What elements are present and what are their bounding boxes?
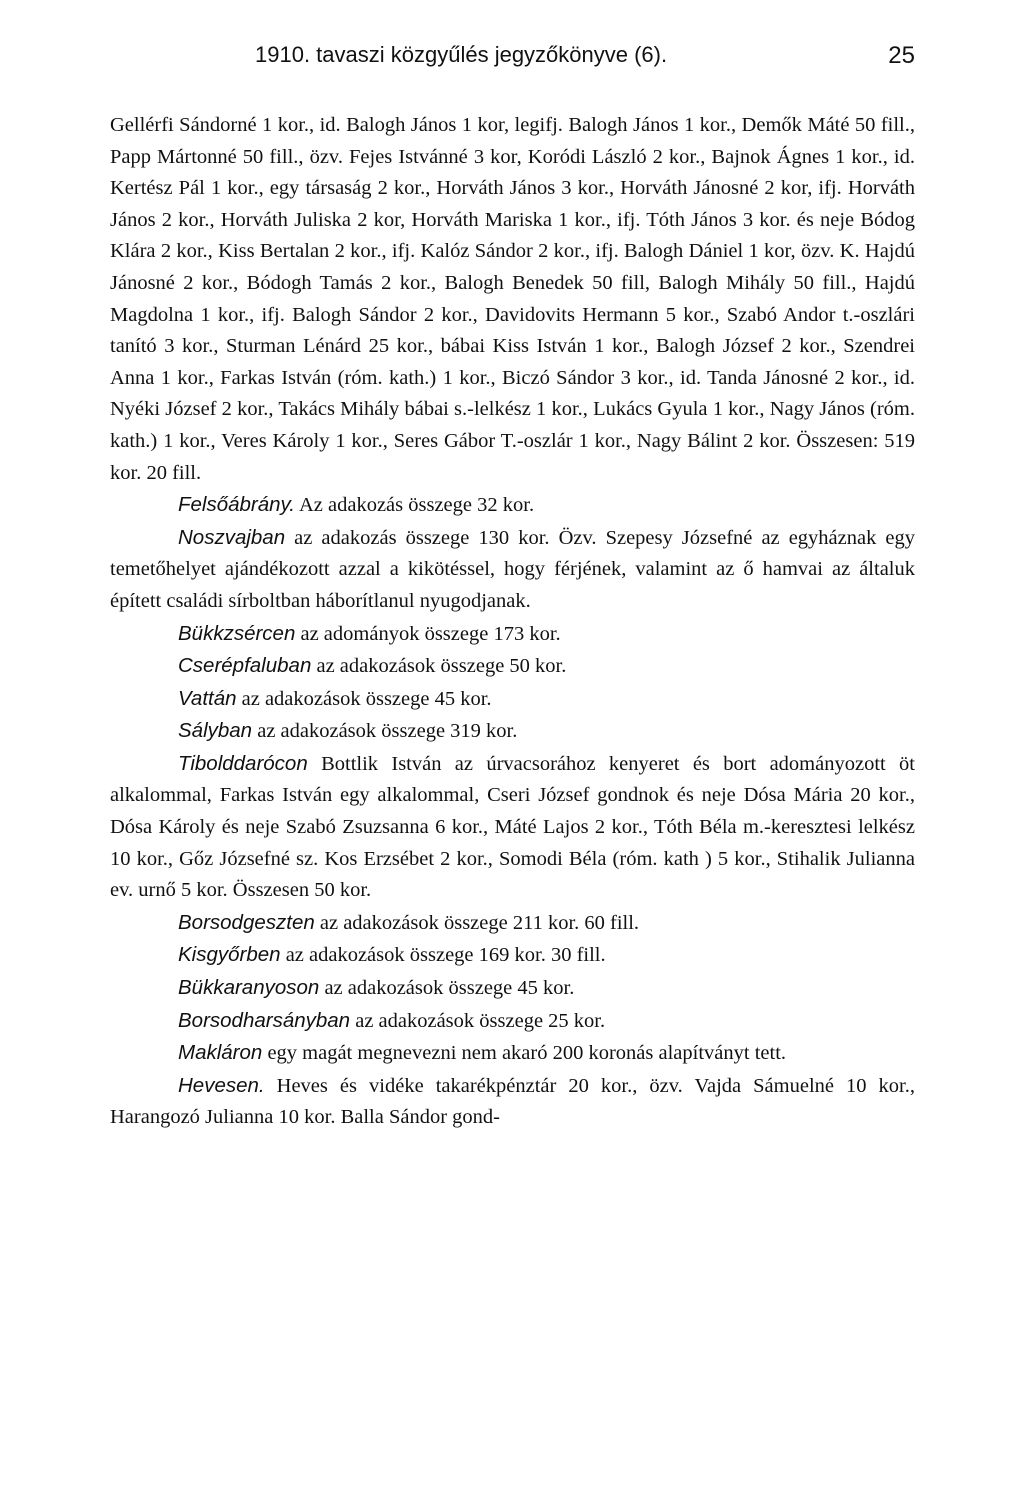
- place-name: Noszvajban: [178, 525, 286, 549]
- paragraph-borsodgeszt: [110, 907, 915, 940]
- place-name: Makláron: [178, 1041, 263, 1065]
- paragraph-text: az adakozás összege 130 kor. Özv. Szepesy Józsefné az egyháznak egy temetőhelyet ajándékozott azzal a kikötéssel, hogy férjének, valamint az ő hamvai az általuk épített családi sírboltban háborítlanul nyugodjanak.: [110, 526, 915, 612]
- paragraph-felsoabrany: [110, 489, 915, 522]
- paragraph-text: egy magát megnevezni nem akaró 200 koronás alapítványt tett.: [262, 1042, 787, 1065]
- running-header: [110, 42, 915, 76]
- place-name: Bükkaranyoson: [178, 976, 320, 1000]
- paragraph-maklar: [110, 1037, 915, 1070]
- place-name: Vattán: [178, 686, 237, 710]
- header-title: 1910. tavaszi közgyűlés jegyzőkönyve (6).: [255, 42, 668, 67]
- place-name: Kisgyőrben: [178, 943, 281, 967]
- place-name: Sályban: [178, 719, 253, 743]
- paragraph-cserepfalu: [110, 650, 915, 683]
- body-text: [110, 110, 915, 1134]
- paragraph-text: az adakozások összege 25 kor.: [350, 1009, 606, 1032]
- place-name: Borsodgeszten: [178, 910, 315, 934]
- paragraph-donors-list: [110, 110, 915, 489]
- paragraph-text: az adakozások összege 169 kor. 30 fill.: [280, 944, 606, 967]
- paragraph-kisgyor: [110, 939, 915, 972]
- page-number: 25: [888, 42, 915, 69]
- paragraph-heves: [110, 1070, 915, 1134]
- paragraph-text: az adakozások összege 45 kor.: [236, 687, 492, 710]
- paragraph-text: az adakozások összege 319 kor.: [252, 720, 518, 743]
- place-name: Cserépfaluban: [178, 654, 312, 678]
- paragraph-tibolddaroc: [110, 748, 915, 907]
- paragraph-text: az adakozások összege 45 kor.: [319, 977, 575, 1000]
- paragraph-saly: [110, 715, 915, 748]
- paragraph-bukkaranyos: [110, 972, 915, 1005]
- paragraph-text: az adakozások összege 50 kor.: [311, 655, 567, 678]
- paragraph-text: az adakozások összege 211 kor. 60 fill.: [314, 911, 640, 934]
- place-name: Bükkzsércen: [178, 621, 296, 645]
- place-name: Felsőábrány.: [178, 493, 295, 517]
- place-name: Tibolddarócon: [178, 751, 308, 775]
- place-name: Borsodharsányban: [178, 1008, 351, 1032]
- paragraph-text: Heves és vidéke takarékpénztár 20 kor., özv. Vajda Sámuelné 10 kor., Harangozó Julianna 10 kor. Balla Sándor gond-: [110, 1074, 915, 1129]
- paragraph-noszvaj: [110, 522, 915, 618]
- paragraph-text: Bottlik István az úrvacsorához kenyeret és bort adományozott öt alkalommal, Farkas István egy alkalommal, Cseri József gondnok és neje Dósa Mária 20 kor., Dósa Károly és neje Szabó Zsuzsanna 6 kor., Máté Lajos 2 kor., Tóth Béla m.-keresztesi lelkész 10 kor., Gőz Józsefné sz. Kos Erzsébet 2 kor., Somodi Béla (róm. kath ) 5 kor., Stihalik Julianna ev. urnő 5 kor. Összesen 50 kor.: [110, 752, 915, 902]
- paragraph-vatta: [110, 683, 915, 716]
- paragraph-text: Az adakozás összege 32 kor.: [294, 494, 535, 517]
- paragraph-borsodharsany: [110, 1005, 915, 1038]
- place-name: Hevesen.: [178, 1073, 265, 1097]
- paragraph-bukkzserc: [110, 618, 915, 651]
- paragraph-text: Gellérfi Sándorné 1 kor., id. Balogh János 1 kor, legifj. Balogh János 1 kor., Demők Máté 50 fill., Papp Mártonné 50 fill., özv. Fejes Istvánné 3 kor, Koródi László 2 kor., Bajnok Ágnes 1 kor., id. Kertész Pál 1 kor., egy társaság 2 kor., Horváth János 3 kor., Horváth Jánosné 2 kor, ifj. Horváth János 2 kor., Horváth Juliska 2 kor, Horváth Mariska 1 kor., ifj. Tóth János 3 kor. és neje Bódog Klára 2 kor., Kiss Bertalan 2 kor., ifj. Kalóz Sándor 2 kor., ifj. Balogh Dániel 1 kor, özv. K. Hajdú Jánosné 2 kor., Bódogh Tamás 2 kor., Balogh Benedek 50 fill, Balogh Mihály 50 fill., Hajdú Magdolna 1 kor., ifj. Balogh Sándor 2 kor., Davidovits Hermann 5 kor., Szabó Andor t.-oszlári tanító 3 kor., Sturman Lénárd 25 kor., bábai Kiss István 1 kor., Balogh József 2 kor., Szendrei Anna 1 kor., Farkas István (róm. kath.) 1 kor., Biczó Sándor 3 kor., id. Tanda Jánosné 2 kor., id. Nyéki József 2 kor., Takács Mihály bábai s.-lelkész 1 kor., Lukács Gyula 1 kor., Nagy János (róm. kath.) 1 kor., Veres Károly 1 kor., Seres Gábor T.-oszlár 1 kor., Nagy Bálint 2 kor. Összesen: 519 kor. 20 fill.: [110, 114, 915, 484]
- paragraph-text: az adományok összege 173 kor.: [295, 622, 561, 645]
